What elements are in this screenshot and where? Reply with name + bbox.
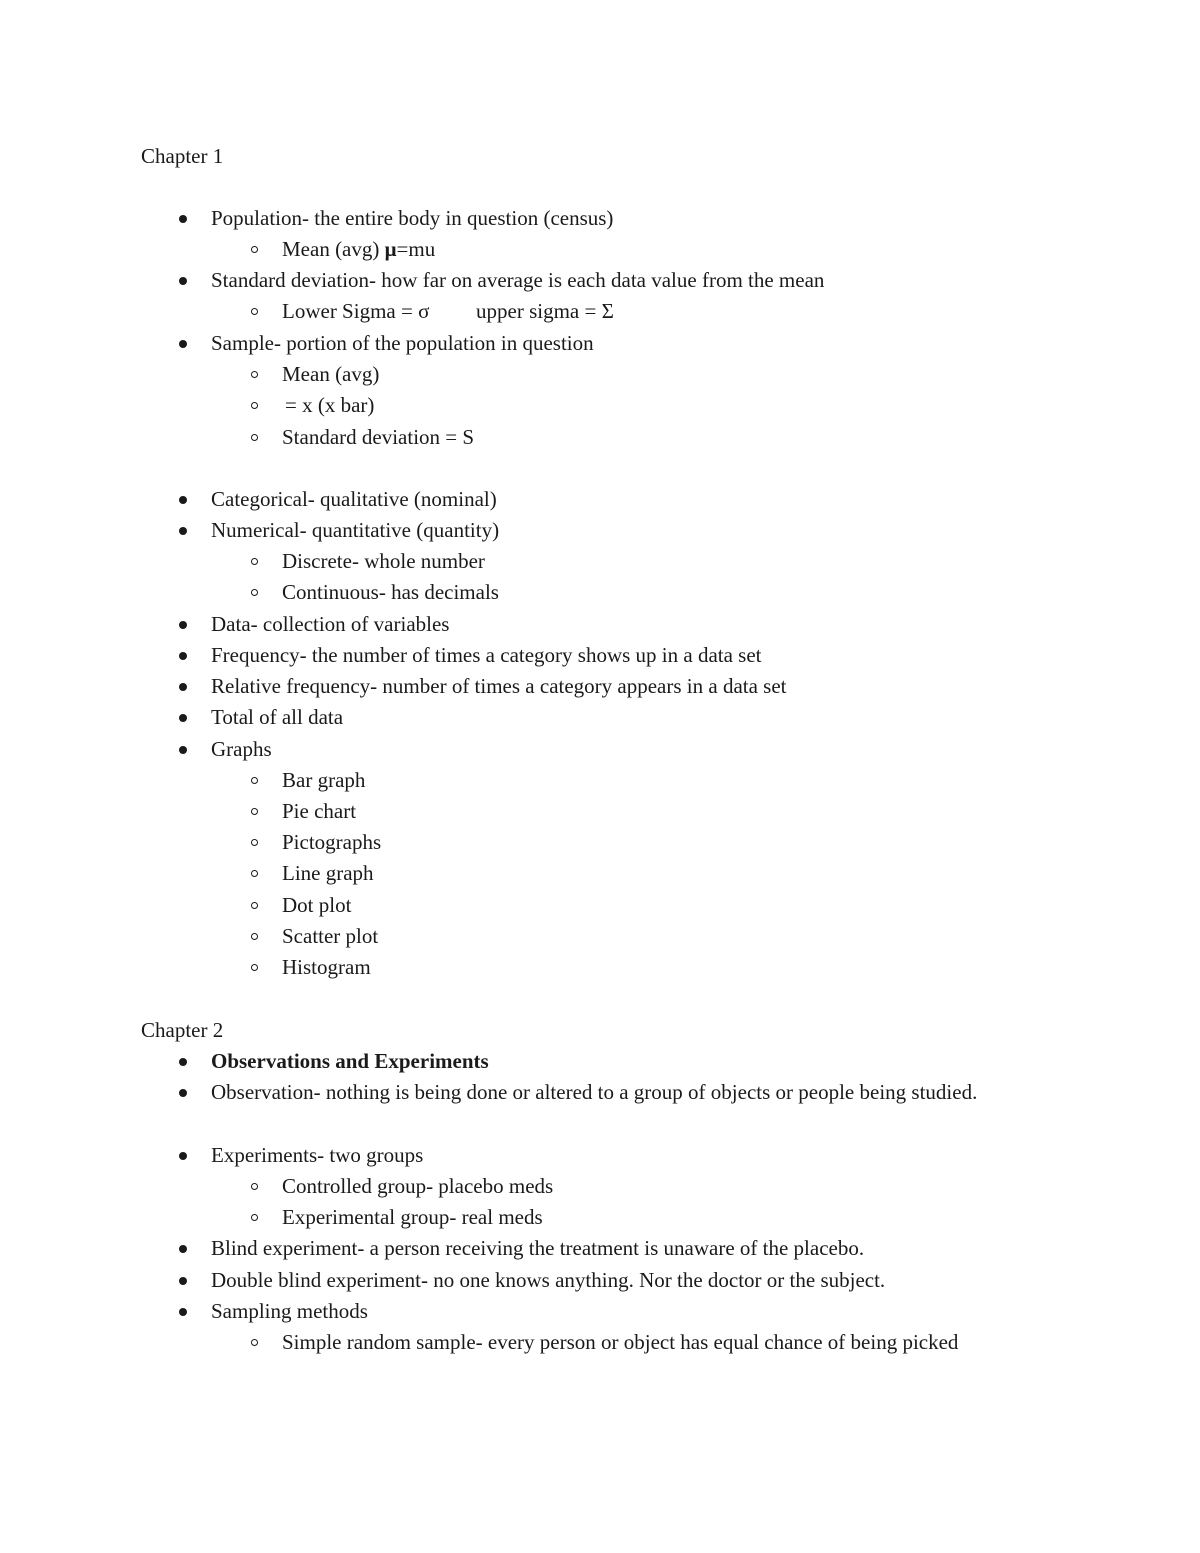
population-item: Population- the entire body in question (census)	[211, 206, 614, 230]
bullet-icon	[179, 652, 187, 660]
graph-type-item: Histogram	[282, 955, 371, 979]
bullet-icon	[179, 1152, 187, 1160]
sampling-methods-item: Sampling methods	[211, 1299, 368, 1323]
chapter-2-heading: Chapter 2	[141, 1018, 224, 1042]
circle-bullet-icon	[251, 870, 258, 877]
circle-bullet-icon	[251, 371, 258, 378]
categorical-item: Categorical- qualitative (nominal)	[211, 487, 497, 511]
controlled-group-item: Controlled group- placebo meds	[282, 1174, 554, 1198]
population-mean-item	[282, 234, 435, 265]
sigma-upper-item: upper sigma = Σ	[476, 299, 614, 323]
circle-bullet-icon	[251, 839, 258, 846]
bullet-icon	[179, 1245, 187, 1253]
bullet-icon	[179, 340, 187, 348]
circle-bullet-icon	[251, 933, 258, 940]
sample-sd-item: Standard deviation = S	[282, 425, 475, 449]
graph-type-item: Pictographs	[282, 830, 382, 854]
circle-bullet-icon	[251, 777, 258, 784]
circle-bullet-icon	[251, 964, 258, 971]
stddev-item: Standard deviation- how far on average is each data value from the mean	[211, 268, 825, 292]
graphs-item: Graphs	[211, 737, 272, 761]
experiments-item: Experiments- two groups	[211, 1143, 424, 1167]
bullet-icon	[179, 746, 187, 754]
obs-exp-heading: Observations and Experiments	[211, 1049, 489, 1073]
simple-random-item: Simple random sample- every person or object has equal chance of being picked	[282, 1330, 959, 1354]
bullet-icon	[179, 496, 187, 504]
bullet-icon	[179, 1089, 187, 1097]
sample-mean-item: Mean (avg)	[282, 362, 380, 386]
bullet-icon	[179, 714, 187, 722]
circle-bullet-icon	[251, 1214, 258, 1221]
circle-bullet-icon	[251, 308, 258, 315]
double-blind-item: Double blind experiment- no one knows anything. Nor the doctor or the subject.	[211, 1268, 886, 1292]
bullet-icon	[179, 1277, 187, 1285]
bullet-icon	[179, 527, 187, 535]
blind-experiment-item: Blind experiment- a person receiving the treatment is unaware of the placebo.	[211, 1236, 865, 1260]
sample-xbar-item: = x (x bar)	[285, 393, 375, 417]
bullet-icon	[179, 277, 187, 285]
data-item: Data- collection of variables	[211, 612, 450, 636]
observation-item: Observation- nothing is being done or altered to a group of objects or people being studied.	[211, 1080, 978, 1104]
sample-item: Sample- portion of the population in question	[211, 331, 594, 355]
total-item: Total of all data	[211, 705, 344, 729]
bullet-icon	[179, 1308, 187, 1316]
bullet-icon	[179, 1058, 187, 1066]
population-mean-suffix: =mu	[396, 237, 436, 261]
bullet-icon	[179, 215, 187, 223]
discrete-item: Discrete- whole number	[282, 549, 485, 573]
numerical-item: Numerical- quantitative (quantity)	[211, 518, 500, 542]
experimental-group-item: Experimental group- real meds	[282, 1205, 543, 1229]
circle-bullet-icon	[251, 589, 258, 596]
relative-frequency-item: Relative frequency- number of times a category appears in a data set	[211, 674, 787, 698]
circle-bullet-icon	[251, 246, 258, 253]
graph-type-item: Scatter plot	[282, 924, 379, 948]
circle-bullet-icon	[251, 902, 258, 909]
graph-type-item: Bar graph	[282, 768, 366, 792]
population-mean-prefix: Mean (avg)	[282, 237, 385, 261]
graph-type-item: Dot plot	[282, 893, 352, 917]
circle-bullet-icon	[251, 402, 258, 409]
graph-type-item: Pie chart	[282, 799, 357, 823]
bullet-icon	[179, 621, 187, 629]
continuous-item: Continuous- has decimals	[282, 580, 499, 604]
bullet-icon	[179, 683, 187, 691]
circle-bullet-icon	[251, 1339, 258, 1346]
circle-bullet-icon	[251, 1183, 258, 1190]
circle-bullet-icon	[251, 808, 258, 815]
frequency-item: Frequency- the number of times a category shows up in a data set	[211, 643, 762, 667]
circle-bullet-icon	[251, 434, 258, 441]
graph-type-item: Line graph	[282, 861, 374, 885]
mu-symbol: μ	[384, 237, 397, 261]
circle-bullet-icon	[251, 558, 258, 565]
sigma-lower-item: Lower Sigma = σ	[282, 299, 430, 323]
chapter-1-heading: Chapter 1	[141, 144, 224, 168]
